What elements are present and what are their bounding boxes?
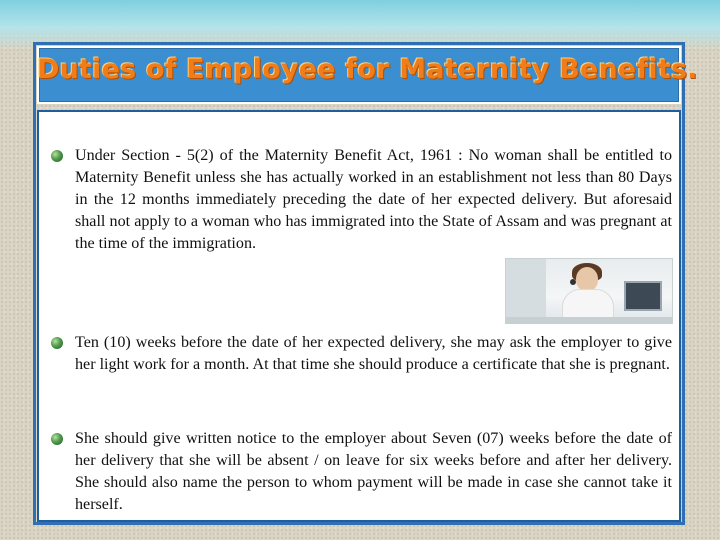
bullet-item-2 — [52, 332, 672, 376]
bullet-item-3 — [52, 428, 672, 516]
slide-title: Duties of Employee for Maternity Benefits. — [37, 54, 698, 85]
bullet-text-3: She should give written notice to the employer about Seven (07) weeks before the date of her delivery that she will be absent / on leave for six weeks before and after her delivery. She should also name the person to whom payment will be made in case she cannot take it herself. — [75, 430, 672, 513]
green-bullet-icon — [51, 337, 63, 349]
bullet-item-1 — [52, 145, 672, 255]
green-bullet-icon — [51, 433, 63, 445]
green-bullet-icon — [51, 150, 63, 162]
bullet-text-2: Ten (10) weeks before the date of her expected delivery, she may ask the employer to give her light work for a month. At that time she should produce a certificate that she is pregnant. — [75, 334, 672, 373]
bullet-text-1: Under Section - 5(2) of the Maternity Benefit Act, 1961 : No woman shall be entitled to Maternity Benefit unless she has actually worked in an establishment not less than 80 Days in the 12 months immediately preceding the date of her expected delivery. But aforesaid shall not apply to a woman who has immigrated into the State of Assam and was pregnant at the time of the immigration. — [75, 147, 672, 252]
office-worker-photo — [505, 258, 673, 324]
